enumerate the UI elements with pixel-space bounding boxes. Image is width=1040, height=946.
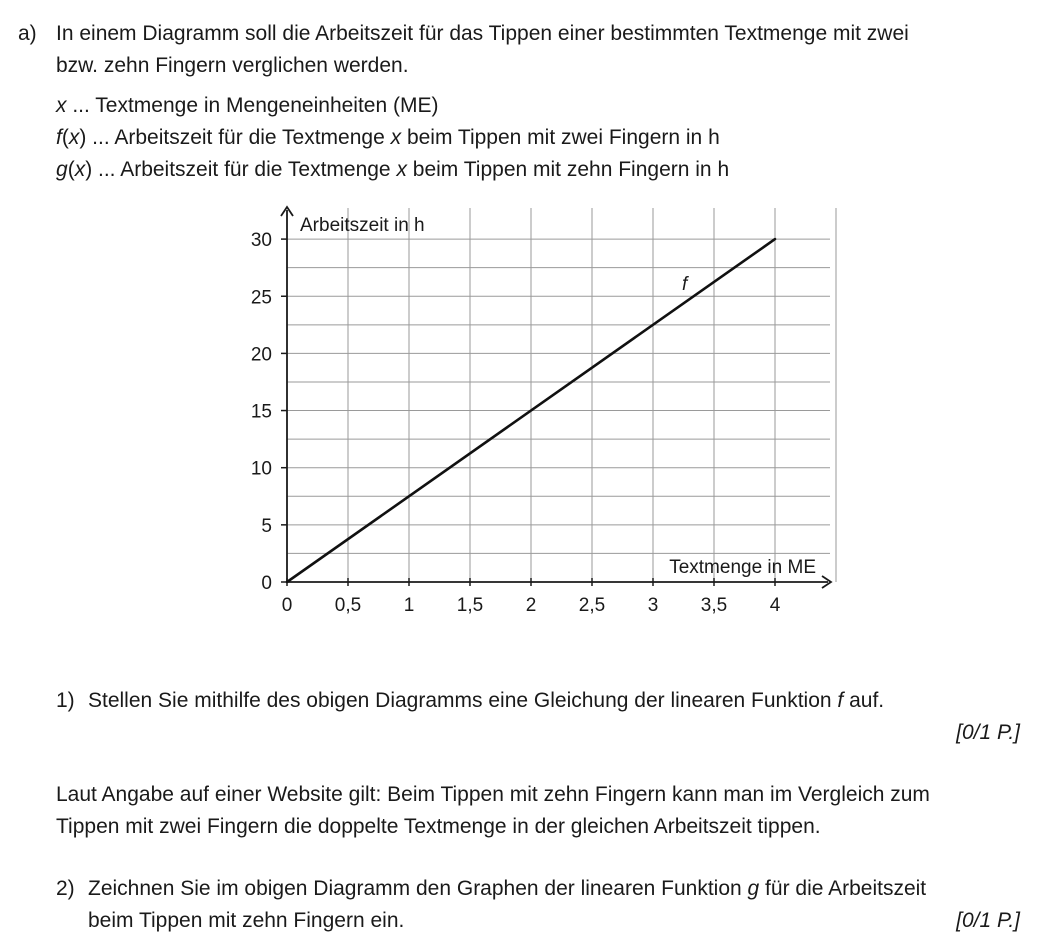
definition-g-text-end: beim Tippen mit zehn Fingern in h [406,158,730,181]
question-2-text-pre: Zeichnen Sie im obigen Diagramm den Graphen der linearen Funktion [88,877,748,900]
x-tick-label: 2 [525,595,537,616]
var-x: x [74,158,86,181]
intro-line-1: In einem Diagramm soll die Arbeitszeit für das Tippen einer bestimmten Textmenge mit zwei [56,22,909,45]
var-x: x [68,126,80,149]
func-g: g [747,877,760,900]
y-tick-label: 30 [250,230,272,252]
info-line-2: Tippen mit zwei Fingern die doppelte Textmenge in der gleichen Arbeitszeit tippen. [56,815,821,838]
question-2-points: [0/1 P.] [956,909,1020,932]
question-1-text-post: auf. [843,689,885,712]
chart-grid [287,208,836,582]
x-tick-label: 0 [281,595,293,616]
question-2-text-line-2: beim Tippen mit zehn Fingern ein. [88,909,405,932]
y-axis-label: Arbeitszeit in h [300,215,425,236]
func-g: g [56,158,68,181]
var-x: x [396,158,407,181]
series-label-f: f [682,274,688,295]
func-f: f [837,689,844,712]
y-tick-label: 5 [261,515,272,537]
y-tick-label: 15 [250,401,272,423]
var-x: x [56,94,67,117]
definition-x-text: ... Textmenge in Mengeneinheiten (ME) [66,94,439,117]
task-label: a) [18,22,37,45]
x-tick-label: 3,5 [700,595,728,616]
x-tick-label: 2,5 [578,595,606,616]
info-line-1: Laut Angabe auf einer Website gilt: Beim Tippen mit zehn Fingern kann man im Vergleich zum [56,783,930,806]
definition-g-text: ) ... Arbeitszeit für die Textmenge [85,158,397,181]
question-1-number: 1) [56,689,75,712]
x-tick-label: 3 [647,595,659,616]
x-tick-label: 0,5 [334,595,362,616]
x-tick-label: 4 [769,595,781,616]
question-1-points: [0/1 P.] [956,721,1020,744]
var-x: x [390,126,402,149]
intro-line-2: bzw. zehn Fingern verglichen werden. [56,54,409,77]
x-tick-label: 1,5 [456,595,484,616]
question-1-text [88,685,884,716]
definition-f-text-end: beim Tippen mit zwei Fingern in h [401,126,720,149]
question-2-number: 2) [56,877,75,900]
definition-f-text: ) ... Arbeitszeit für die Textmenge [79,126,391,149]
chart-axes [281,207,831,588]
y-tick-label: 0 [261,573,272,594]
y-tick-label: 20 [250,344,272,366]
question-2-text [88,873,926,904]
question-1-text-pre: Stellen Sie mithilfe des obigen Diagramms eine Gleichung der linearen Funktion [88,689,838,712]
x-tick-label: 1 [403,595,415,616]
func-f: f [56,126,62,149]
y-tick-label: 25 [250,287,272,309]
paren-open: ( [61,126,69,149]
y-tick-label: 10 [250,458,272,480]
x-axis-label: Textmenge in ME [669,557,816,578]
question-2-text-post: für die Arbeitszeit [759,877,927,900]
paren-open: ( [67,158,75,181]
